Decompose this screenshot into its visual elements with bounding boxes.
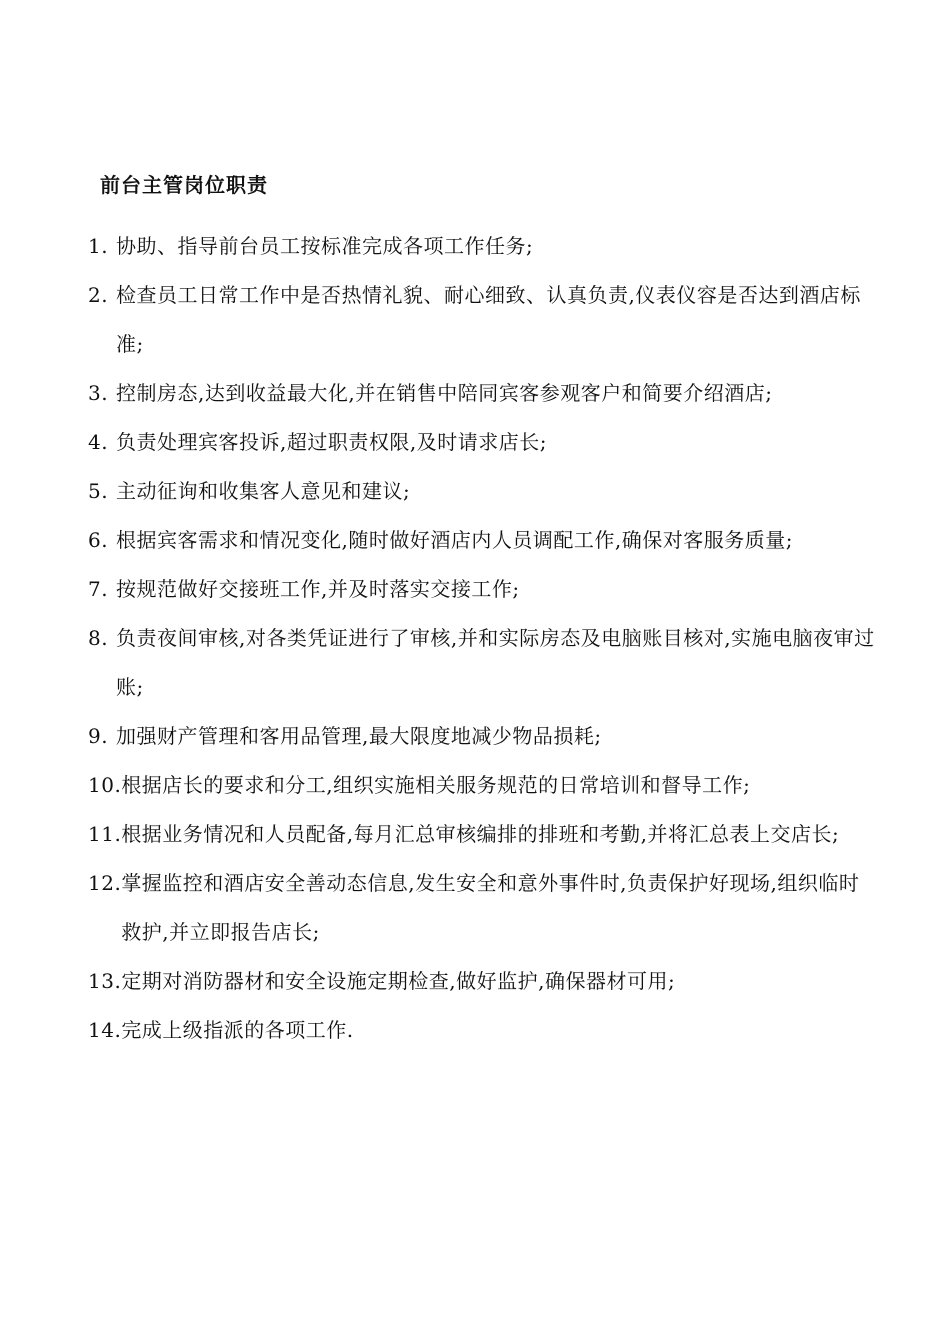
item-number: 7. xyxy=(88,577,109,601)
list-item xyxy=(88,712,878,761)
list-item xyxy=(88,859,878,957)
item-number: 13. xyxy=(88,969,122,993)
item-text: 根据宾客需求和情况变化,随时做好酒店内人员调配工作,确保对客服务质量; xyxy=(116,528,793,552)
item-text: 根据业务情况和人员配备,每月汇总审核编排的排班和考勤,并将汇总表上交店长; xyxy=(121,822,840,846)
item-text: 控制房态,达到收益最大化,并在销售中陪同宾客参观客户和简要介绍酒店; xyxy=(116,381,773,405)
item-number: 10. xyxy=(88,773,122,797)
item-number: 4. xyxy=(88,430,109,454)
list-item xyxy=(88,761,878,810)
list-item xyxy=(88,369,878,418)
item-text: 负责夜间审核,对各类凭证进行了审核,并和实际房态及电脑账目核对,实施电脑夜审过账; xyxy=(116,626,875,699)
list-item xyxy=(88,810,878,859)
item-text: 协助、指导前台员工按标准完成各项工作任务; xyxy=(116,234,534,258)
document xyxy=(88,170,878,1055)
list-item xyxy=(88,614,878,712)
list-item xyxy=(88,957,878,1006)
item-text: 定期对消防器材和安全设施定期检查,做好监护,确保器材可用; xyxy=(121,969,676,993)
item-text: 检查员工日常工作中是否热情礼貌、耐心细致、认真负责,仪表仪容是否达到酒店标准; xyxy=(116,283,861,356)
item-number: 6. xyxy=(88,528,109,552)
item-text: 按规范做好交接班工作,并及时落实交接工作; xyxy=(116,577,520,601)
list-item xyxy=(88,565,878,614)
document-title: 前台主管岗位职责 xyxy=(100,173,268,197)
item-text: 负责处理宾客投诉,超过职责权限,及时请求店长; xyxy=(116,430,547,454)
item-number: 3. xyxy=(88,381,109,405)
item-number: 5. xyxy=(88,479,109,503)
item-number: 11. xyxy=(88,822,122,846)
list-item xyxy=(88,222,878,271)
list-item xyxy=(88,516,878,565)
item-number: 12. xyxy=(88,871,122,895)
item-text: 掌握监控和酒店安全善动态信息,发生安全和意外事件时,负责保护好现场,组织临时救护,并立即报告店长; xyxy=(121,871,860,944)
item-number: 14. xyxy=(88,1018,122,1042)
item-number: 2. xyxy=(88,283,109,307)
item-number: 1. xyxy=(88,234,109,258)
item-text: 加强财产管理和客用品管理,最大限度地减少物品损耗; xyxy=(116,724,602,748)
list-item xyxy=(88,418,878,467)
item-text: 主动征询和收集客人意见和建议; xyxy=(116,479,411,503)
list-item xyxy=(88,1006,878,1055)
item-text: 完成上级指派的各项工作. xyxy=(121,1018,354,1042)
item-number: 9. xyxy=(88,724,109,748)
list-item xyxy=(88,467,878,516)
item-text: 根据店长的要求和分工,组织实施相关服务规范的日常培训和督导工作; xyxy=(121,773,751,797)
list-item xyxy=(88,271,878,369)
item-number: 8. xyxy=(88,626,109,650)
duty-list xyxy=(88,222,878,1055)
